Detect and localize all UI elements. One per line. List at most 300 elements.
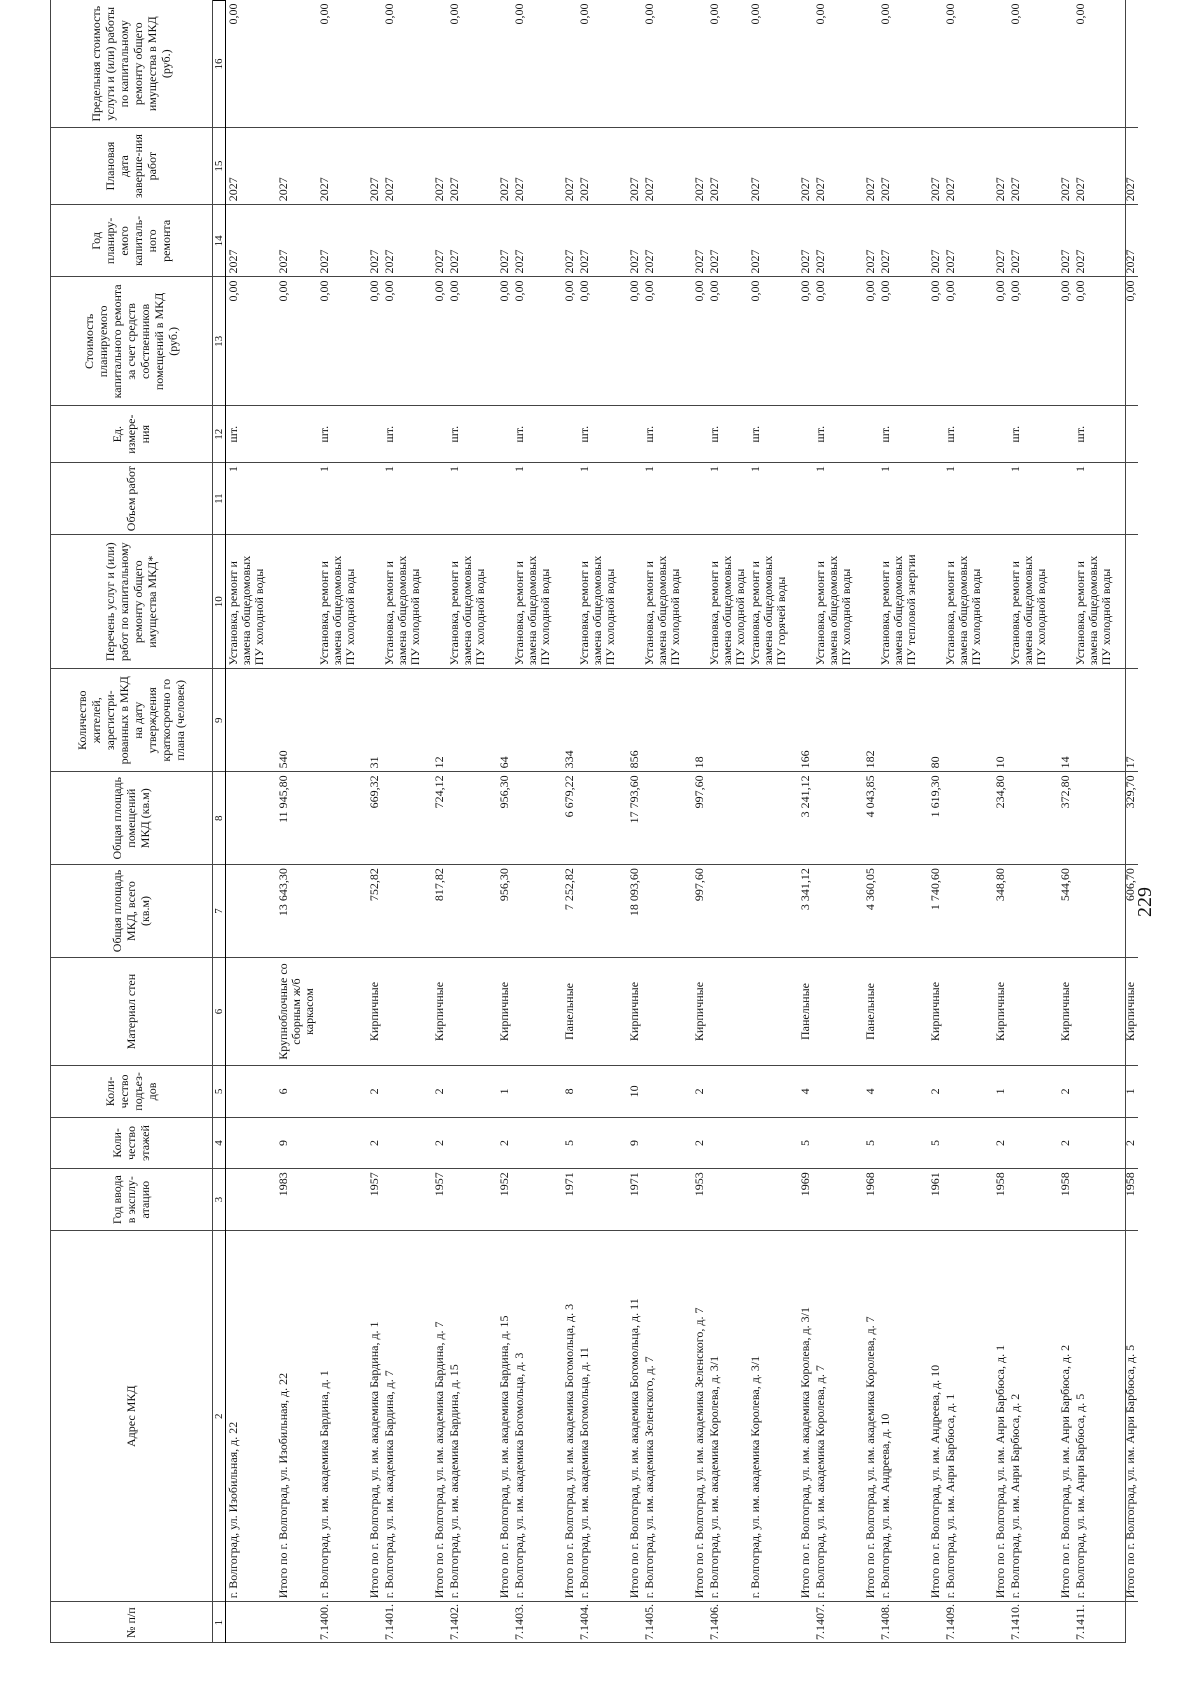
table-row — [577, 1, 618, 1644]
residents-cell: 12 — [423, 669, 447, 772]
entrances-cell: 4 — [789, 1066, 813, 1118]
wall-material-cell: Кирпичные — [1114, 957, 1138, 1065]
work-type-cell — [553, 535, 577, 669]
unit-cell: шт. — [577, 406, 618, 463]
limit-cost-cell — [423, 1, 447, 128]
residents-cell — [317, 669, 358, 772]
row-number — [683, 1602, 707, 1643]
entrances-cell — [943, 1066, 984, 1118]
total-area-cell — [382, 865, 423, 958]
wall-material-cell — [878, 957, 919, 1065]
total-area-cell: 956,30 — [488, 865, 512, 958]
address-cell: Итого по г. Волгоград, ул. им. Анри Барбюса, д. 5 — [1114, 1231, 1138, 1602]
plan-year-cell: 2027 — [1008, 205, 1049, 277]
end-date-cell: 2027 — [789, 127, 813, 204]
work-type-cell — [423, 535, 447, 669]
rooms-area-cell: 372,80 — [1049, 772, 1073, 865]
cost-cell: 0,00 — [748, 277, 789, 406]
entrances-cell: 2 — [683, 1066, 707, 1118]
volume-cell — [683, 463, 707, 535]
total-area-cell: 752,82 — [358, 865, 382, 958]
volume-cell: 1 — [1073, 463, 1114, 535]
header-cell: Общая площадь МКД, всего (кв.м) — [50, 865, 213, 958]
header-cell: Ед. измере-ния — [50, 406, 213, 463]
limit-cost-cell — [919, 1, 943, 128]
cost-cell: 0,00 — [813, 277, 854, 406]
unit-cell — [1049, 406, 1073, 463]
year-built-cell: 1968 — [854, 1169, 878, 1231]
volume-cell — [358, 463, 382, 535]
cost-cell: 0,00 — [854, 277, 878, 406]
address-cell: г. Волгоград, ул. им. академика Королева, д. 3/1 — [748, 1231, 789, 1602]
cost-cell: 0,00 — [878, 277, 919, 406]
residents-cell: 31 — [358, 669, 382, 772]
year-built-cell — [382, 1169, 423, 1231]
work-type-cell: Установка, ремонт и замена общедомовых ПУ холодной воды — [943, 535, 984, 669]
address-cell: Итого по г. Волгоград, ул. им. академика Богомольца, д. 11 — [618, 1231, 642, 1602]
end-date-cell: 2027 — [1114, 127, 1138, 204]
work-type-cell: Установка, ремонт и замена общедомовых ПУ холодной воды — [642, 535, 683, 669]
column-number: 5 — [213, 1066, 226, 1118]
residents-cell — [707, 669, 748, 772]
end-date-cell: 2027 — [512, 127, 553, 204]
limit-cost-cell: 0,00 — [577, 3, 591, 25]
volume-cell: 1 — [317, 463, 358, 535]
total-area-cell — [226, 865, 268, 958]
unit-cell: шт. — [447, 406, 488, 463]
residents-cell: 166 — [789, 669, 813, 772]
unit-cell — [789, 406, 813, 463]
total-area-cell — [317, 865, 358, 958]
year-built-cell — [1073, 1169, 1114, 1231]
column-number: 9 — [213, 669, 226, 772]
row-number: 7.1406. — [707, 1602, 748, 1643]
total-row — [683, 1, 707, 1644]
cost-cell: 0,00 — [789, 277, 813, 406]
cost-cell: 0,00 — [423, 277, 447, 406]
entrances-cell — [813, 1066, 854, 1118]
rooms-area-cell — [813, 772, 854, 865]
row-number: 7.1409. — [943, 1602, 984, 1643]
wall-material-cell — [577, 957, 618, 1065]
end-date-cell: 2027 — [618, 127, 642, 204]
total-area-cell — [512, 865, 553, 958]
residents-cell: 14 — [1049, 669, 1073, 772]
limit-cost-cell: 0,00 — [878, 3, 892, 25]
column-number: 11 — [213, 463, 226, 535]
floors-cell: 2 — [1049, 1117, 1073, 1169]
plan-year-cell: 2027 — [919, 205, 943, 277]
floors-cell: 2 — [984, 1117, 1008, 1169]
wall-material-cell — [642, 957, 683, 1065]
rooms-area-cell: 1 619,30 — [919, 772, 943, 865]
entrances-cell: 1 — [984, 1066, 1008, 1118]
residents-cell: 334 — [553, 669, 577, 772]
residents-cell — [226, 669, 268, 772]
row-number: 7.1403. — [512, 1602, 553, 1643]
entrances-cell — [642, 1066, 683, 1118]
year-built-cell — [512, 1169, 553, 1231]
plan-year-cell: 2027 — [577, 205, 618, 277]
cost-cell: 0,00 — [1114, 277, 1138, 406]
year-built-cell: 1971 — [618, 1169, 642, 1231]
entrances-cell — [577, 1066, 618, 1118]
header-cell: Плановая дата заверше-ния работ — [50, 127, 213, 204]
work-type-cell: Установка, ремонт и замена общедомовых ПУ холодной воды — [1008, 535, 1049, 669]
row-number — [854, 1602, 878, 1643]
unit-cell — [358, 406, 382, 463]
total-area-cell: 18 093,60 — [618, 865, 642, 958]
end-date-cell: 2027 — [919, 127, 943, 204]
entrances-cell: 2 — [919, 1066, 943, 1118]
volume-cell — [1114, 463, 1138, 535]
residents-cell: 17 — [1114, 669, 1138, 772]
floors-cell: 2 — [488, 1117, 512, 1169]
address-cell: Итого по г. Волгоград, ул. им. академика Богомольца, д. 3 — [553, 1231, 577, 1602]
plan-year-cell: 2027 — [707, 205, 748, 277]
total-row — [488, 1, 512, 1644]
total-area-cell: 1 740,60 — [919, 865, 943, 958]
wall-material-cell — [447, 957, 488, 1065]
cost-cell: 0,00 — [618, 277, 642, 406]
residents-cell: 10 — [984, 669, 1008, 772]
cost-cell: 0,00 — [642, 277, 683, 406]
unit-cell: шт. — [813, 406, 854, 463]
column-number: 13 — [213, 277, 226, 406]
cost-cell: 0,00 — [707, 277, 748, 406]
table-row — [226, 1, 268, 1644]
total-area-cell — [878, 865, 919, 958]
address-cell: г. Волгоград, ул. им. академика Королева, д. 3/1 — [707, 1231, 748, 1602]
cost-cell: 0,00 — [919, 277, 943, 406]
wall-material-cell: Кирпичные — [919, 957, 943, 1065]
page-number: 229 — [1134, 887, 1156, 917]
cost-cell: 0,00 — [317, 277, 358, 406]
cost-cell: 0,00 — [358, 277, 382, 406]
end-date-cell: 2027 — [854, 127, 878, 204]
row-number — [267, 1602, 317, 1643]
plan-year-cell: 2027 — [317, 205, 358, 277]
year-built-cell — [748, 1169, 789, 1231]
entrances-cell — [748, 1066, 789, 1118]
plan-year-cell: 2027 — [984, 205, 1008, 277]
end-date-cell: 2027 — [382, 127, 423, 204]
row-number: 7.1408. — [878, 1602, 919, 1643]
limit-cost-cell — [618, 1, 642, 128]
residents-cell — [577, 669, 618, 772]
entrances-cell: 10 — [618, 1066, 642, 1118]
total-row — [919, 1, 943, 1644]
rooms-area-cell — [577, 772, 618, 865]
volume-cell — [488, 463, 512, 535]
volume-cell: 1 — [748, 463, 789, 535]
year-built-cell — [642, 1169, 683, 1231]
year-built-cell — [447, 1169, 488, 1231]
end-date-cell: 2027 — [813, 127, 854, 204]
year-built-cell — [943, 1169, 984, 1231]
wall-material-cell: Крупноблочные со сборным ж/б каркасом — [267, 957, 317, 1065]
year-built-cell — [878, 1169, 919, 1231]
address-cell: Итого по г. Волгоград, ул. им. академика Зеленского, д. 7 — [683, 1231, 707, 1602]
residents-cell — [748, 669, 789, 772]
cost-cell: 0,00 — [1008, 277, 1049, 406]
volume-cell: 1 — [943, 463, 984, 535]
residents-cell — [382, 669, 423, 772]
cost-cell: 0,00 — [984, 277, 1008, 406]
limit-cost-cell — [267, 1, 317, 128]
volume-cell — [267, 463, 317, 535]
end-date-cell: 2027 — [984, 127, 1008, 204]
column-number: 3 — [213, 1169, 226, 1231]
floors-cell: 9 — [267, 1117, 317, 1169]
year-built-cell: 1969 — [789, 1169, 813, 1231]
plan-year-cell: 2027 — [813, 205, 854, 277]
plan-year-cell: 2027 — [358, 205, 382, 277]
work-type-cell — [618, 535, 642, 669]
limit-cost-cell: 0,00 — [813, 3, 827, 25]
rooms-area-cell: 6 679,22 — [553, 772, 577, 865]
work-type-cell — [919, 535, 943, 669]
limit-cost-cell — [984, 1, 1008, 128]
address-cell: г. Волгоград, ул. им. академика Бардина, д. 15 — [447, 1231, 488, 1602]
rooms-area-cell — [382, 772, 423, 865]
volume-cell — [618, 463, 642, 535]
unit-cell — [1114, 406, 1138, 463]
rooms-area-cell — [1008, 772, 1049, 865]
rooms-area-cell — [512, 772, 553, 865]
table-row — [813, 1, 854, 1644]
rooms-area-cell: 234,80 — [984, 772, 1008, 865]
rooms-area-cell: 3 241,12 — [789, 772, 813, 865]
address-cell: г. Волгоград, ул. им. Анри Барбюса, д. 1 — [943, 1231, 984, 1602]
total-row — [1114, 1, 1138, 1644]
end-date-cell: 2027 — [707, 127, 748, 204]
limit-cost-cell: 0,00 — [317, 3, 331, 25]
wall-material-cell — [1073, 957, 1114, 1065]
total-row — [553, 1, 577, 1644]
year-built-cell: 1957 — [358, 1169, 382, 1231]
plan-year-cell: 2027 — [878, 205, 919, 277]
header-cell: Стоимость планируемого капитального ремонта за счет средств собственников помещений в МКД (руб.) — [50, 277, 213, 406]
wall-material-cell — [707, 957, 748, 1065]
plan-year-cell: 2027 — [423, 205, 447, 277]
work-type-cell — [984, 535, 1008, 669]
year-built-cell — [1008, 1169, 1049, 1231]
floors-cell: 2 — [683, 1117, 707, 1169]
work-type-cell — [267, 535, 317, 669]
work-type-cell — [358, 535, 382, 669]
volume-cell — [1049, 463, 1073, 535]
limit-cost-cell: 0,00 — [707, 3, 721, 25]
total-area-cell — [577, 865, 618, 958]
total-row — [984, 1, 1008, 1644]
table-row — [447, 1, 488, 1644]
end-date-cell: 2027 — [1049, 127, 1073, 204]
address-cell: г. Волгоград, ул. им. академика Богомольца, д. 3 — [512, 1231, 553, 1602]
end-date-cell: 2027 — [683, 127, 707, 204]
floors-cell — [707, 1117, 748, 1169]
rooms-area-cell: 997,60 — [683, 772, 707, 865]
column-number: 2 — [213, 1231, 226, 1602]
cost-cell: 0,00 — [553, 277, 577, 406]
rooms-area-cell — [226, 772, 268, 865]
entrances-cell: 1 — [488, 1066, 512, 1118]
address-cell: Итого по г. Волгоград, ул. им. академика Бардина, д. 15 — [488, 1231, 512, 1602]
floors-cell: 5 — [789, 1117, 813, 1169]
plan-year-cell: 2027 — [642, 205, 683, 277]
row-number — [423, 1602, 447, 1643]
column-number: 15 — [213, 127, 226, 204]
plan-year-cell: 2027 — [1073, 205, 1114, 277]
residents-cell: 80 — [919, 669, 943, 772]
row-number: 7.1402. — [447, 1602, 488, 1643]
total-area-cell — [1073, 865, 1114, 958]
year-built-cell — [317, 1169, 358, 1231]
address-cell: г. Волгоград, ул. им. академика Богомольца, д. 11 — [577, 1231, 618, 1602]
address-cell: Итого по г. Волгоград, ул. им. академика Королева, д. 3/1 — [789, 1231, 813, 1602]
plan-year-cell: 2027 — [382, 205, 423, 277]
entrances-cell — [707, 1066, 748, 1118]
address-cell: г. Волгоград, ул. им. академика Зеленского, д. 7 — [642, 1231, 683, 1602]
work-type-cell — [488, 535, 512, 669]
limit-cost-cell — [1114, 1, 1138, 128]
header-row — [50, 1, 213, 1644]
wall-material-cell — [813, 957, 854, 1065]
limit-cost-cell: 0,00 — [1008, 3, 1022, 25]
address-cell: г. Волгоград, ул. им. академика Королева, д. 7 — [813, 1231, 854, 1602]
address-cell: Итого по г. Волгоград, ул. им. Андреева, д. 10 — [919, 1231, 943, 1602]
work-type-cell: Установка, ремонт и замена общедомовых ПУ холодной воды — [577, 535, 618, 669]
rooms-area-cell: 724,12 — [423, 772, 447, 865]
plan-year-cell: 2027 — [226, 205, 268, 277]
row-number — [789, 1602, 813, 1643]
table-row — [642, 1, 683, 1644]
limit-cost-cell — [553, 1, 577, 128]
entrances-cell — [512, 1066, 553, 1118]
limit-cost-cell — [1049, 1, 1073, 128]
table-row — [748, 1, 789, 1644]
rooms-area-cell: 956,30 — [488, 772, 512, 865]
floors-cell — [642, 1117, 683, 1169]
rooms-area-cell — [1073, 772, 1114, 865]
table-row — [317, 1, 358, 1644]
end-date-cell: 2027 — [423, 127, 447, 204]
floors-cell — [226, 1117, 268, 1169]
unit-cell — [919, 406, 943, 463]
total-area-cell: 606,70 — [1114, 865, 1138, 958]
plan-year-cell: 2027 — [488, 205, 512, 277]
residents-cell: 856 — [618, 669, 642, 772]
column-number: 16 — [213, 1, 226, 128]
table-row — [1008, 1, 1049, 1644]
plan-year-cell: 2027 — [854, 205, 878, 277]
unit-cell: шт. — [512, 406, 553, 463]
header-cell: Материал стен — [50, 957, 213, 1065]
floors-cell — [1073, 1117, 1114, 1169]
work-type-cell: Установка, ремонт и замена общедомовых ПУ холодной воды — [317, 535, 358, 669]
end-date-cell: 2027 — [267, 127, 317, 204]
column-number: 6 — [213, 957, 226, 1065]
work-type-cell: Установка, ремонт и замена общедомовых ПУ горячей воды — [748, 535, 789, 669]
rooms-area-cell: 17 793,60 — [618, 772, 642, 865]
end-date-cell: 2027 — [447, 127, 488, 204]
limit-cost-cell — [683, 1, 707, 128]
row-number — [358, 1602, 382, 1643]
unit-cell: шт. — [317, 406, 358, 463]
entrances-cell: 4 — [854, 1066, 878, 1118]
header-cell: № п/п — [50, 1602, 213, 1643]
year-built-cell — [577, 1169, 618, 1231]
total-row — [618, 1, 642, 1644]
address-cell: Итого по г. Волгоград, ул. им. академика Бардина, д. 7 — [423, 1231, 447, 1602]
table-row — [878, 1, 919, 1644]
plan-year-cell: 2027 — [267, 205, 317, 277]
wall-material-cell — [382, 957, 423, 1065]
cost-cell: 0,00 — [382, 277, 423, 406]
work-type-cell: Установка, ремонт и замена общедомовых ПУ холодной воды — [813, 535, 854, 669]
plan-year-cell: 2027 — [1114, 205, 1138, 277]
work-type-cell: Установка, ремонт и замена общедомовых ПУ холодной воды — [707, 535, 748, 669]
volume-cell: 1 — [577, 463, 618, 535]
plan-year-cell: 2027 — [553, 205, 577, 277]
total-area-cell: 544,60 — [1049, 865, 1073, 958]
rooms-area-cell: 4 043,85 — [854, 772, 878, 865]
wall-material-cell: Кирпичные — [488, 957, 512, 1065]
volume-cell: 1 — [512, 463, 553, 535]
unit-cell: шт. — [878, 406, 919, 463]
unit-cell: шт. — [943, 406, 984, 463]
row-number: 7.1411. — [1073, 1602, 1114, 1643]
rooms-area-cell — [447, 772, 488, 865]
year-built-cell: 1971 — [553, 1169, 577, 1231]
cost-cell: 0,00 — [267, 277, 317, 406]
rooms-area-cell — [707, 772, 748, 865]
address-cell: г. Волгоград, ул. им. Анри Барбюса, д. 5 — [1073, 1231, 1114, 1602]
total-area-cell — [1008, 865, 1049, 958]
residents-cell: 182 — [854, 669, 878, 772]
cost-cell: 0,00 — [683, 277, 707, 406]
column-number: 1 — [213, 1602, 226, 1643]
total-area-cell — [748, 865, 789, 958]
rooms-area-cell — [317, 772, 358, 865]
floors-cell — [943, 1117, 984, 1169]
cost-cell: 0,00 — [1049, 277, 1073, 406]
rooms-area-cell: 11 945,80 — [267, 772, 317, 865]
column-number-row — [213, 1, 226, 1644]
rooms-area-cell — [878, 772, 919, 865]
work-type-cell — [1114, 535, 1138, 669]
floors-cell — [878, 1117, 919, 1169]
volume-cell — [423, 463, 447, 535]
volume-cell: 1 — [642, 463, 683, 535]
wall-material-cell — [748, 957, 789, 1065]
header-cell: Перечень услуг и (или) работ по капитальному ремонту общего имущества МКД* — [50, 535, 213, 669]
residents-cell — [943, 669, 984, 772]
floors-cell — [512, 1117, 553, 1169]
work-type-cell — [1049, 535, 1073, 669]
limit-cost-cell: 0,00 — [382, 3, 396, 25]
wall-material-cell — [317, 957, 358, 1065]
row-number — [1049, 1602, 1073, 1643]
year-built-cell: 1952 — [488, 1169, 512, 1231]
floors-cell — [748, 1117, 789, 1169]
total-area-cell: 7 252,82 — [553, 865, 577, 958]
limit-cost-cell: 0,00 — [943, 3, 957, 25]
work-type-cell: Установка, ремонт и замена общедомовых ПУ холодной воды — [226, 535, 268, 669]
cost-cell: 0,00 — [488, 277, 512, 406]
row-number: 7.1404. — [577, 1602, 618, 1643]
floors-cell: 2 — [1114, 1117, 1138, 1169]
